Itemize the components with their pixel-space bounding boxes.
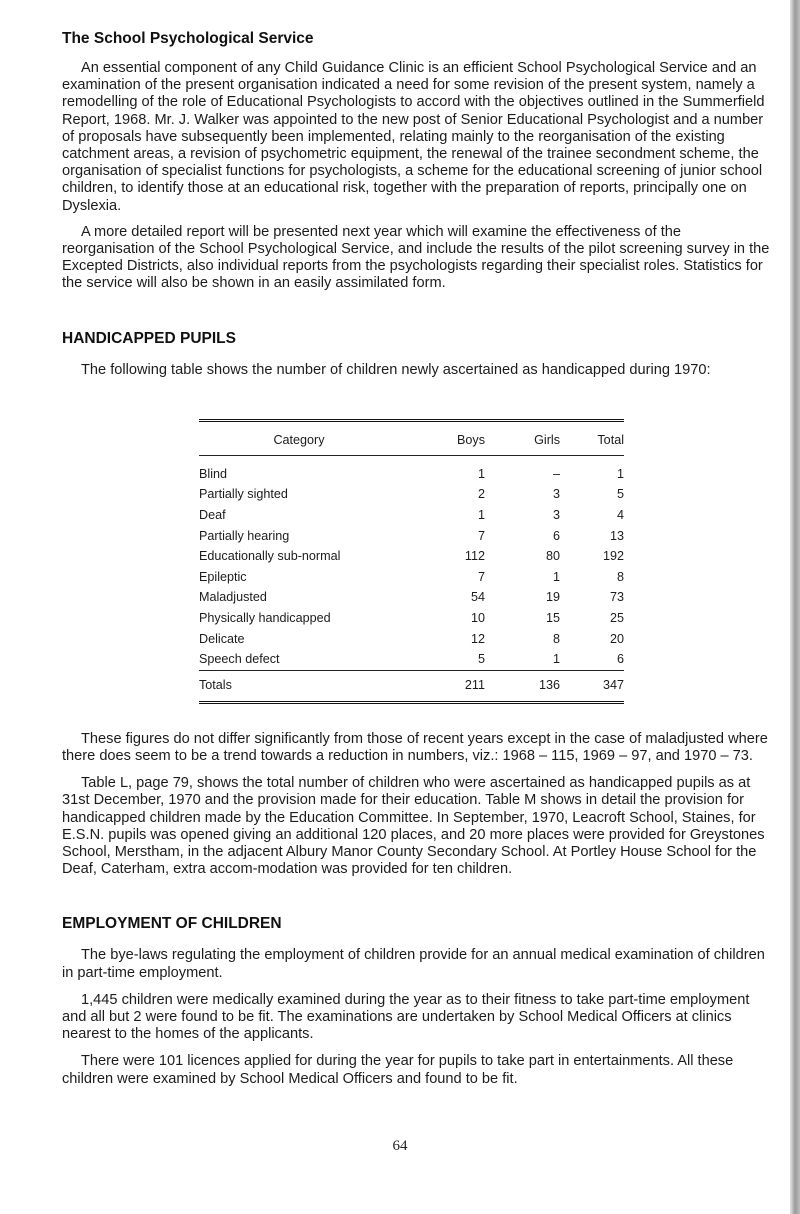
- table-row: [199, 567, 624, 588]
- cell-total: 1: [616, 466, 624, 481]
- cell-girls: 6: [552, 528, 560, 543]
- table-row: [199, 546, 624, 567]
- cell-girls: 1: [552, 569, 560, 584]
- cell-category: Physically handicapped: [199, 611, 331, 625]
- section-heading-employment-of-children: EMPLOYMENT OF CHILDREN: [62, 915, 282, 933]
- cell-category: Delicate: [199, 631, 245, 646]
- handicapped-table-wrapper: [199, 419, 624, 704]
- cell-boys: 112: [464, 549, 485, 564]
- totals-girls: 136: [538, 677, 560, 692]
- paragraph-employment-licences: There were 101 licences applied for during the year for pupils to take part in entertainments. All these children were examined by School Medical Officers and found to be fit.: [62, 1053, 734, 1087]
- cell-total: 192: [602, 549, 624, 564]
- page-edge-shadow: [790, 0, 800, 1214]
- cell-girls: 3: [552, 508, 560, 523]
- table-row: [199, 455, 624, 484]
- cell-total: 6: [616, 652, 624, 667]
- cell-girls: –: [552, 466, 560, 481]
- cell-boys: 7: [477, 528, 485, 543]
- table-row: [199, 587, 624, 608]
- cell-total: 13: [609, 528, 624, 543]
- cell-boys: 1: [477, 508, 485, 523]
- paragraph-employment-examinations: 1,445 children were medically examined during the year as to their fitness to take part-time employment and all but 2 were found to be fit. The examinations are undertaken by School Medical Officers at clinics nearest to the homes of the applicants.: [62, 991, 750, 1043]
- cell-total: 73: [609, 590, 624, 605]
- cell-category: Speech defect: [199, 652, 280, 667]
- section-heading-handicapped-pupils: HANDICAPPED PUPILS: [62, 329, 236, 347]
- cell-total: 20: [609, 631, 624, 646]
- cell-total: 4: [616, 508, 624, 523]
- cell-category: Epileptic: [199, 569, 247, 584]
- handicapped-table: [199, 419, 624, 704]
- table-totals-row: [199, 670, 624, 702]
- paragraph-psych-report: A more detailed report will be presented next year which will examine the effectiveness of the reorganisation of the School Psychological Service, and include the results of the pilot screening survey in the Excepted Districts, also individual reports from the psychologists regarding their specialist roles. Statistics for the service will also be shown in an easily assimilated form.: [62, 223, 770, 292]
- cell-boys: 54: [470, 590, 485, 605]
- cell-category: Maladjusted: [199, 590, 267, 605]
- cell-total: 8: [616, 569, 624, 584]
- paragraph-handicapped-intro: The following table shows the number of children newly ascertained as handicapped during 1970:: [81, 361, 711, 378]
- header-total: Total: [560, 420, 624, 455]
- cell-girls: 8: [552, 631, 560, 646]
- cell-category: Partially hearing: [199, 528, 290, 543]
- page-number: 64: [392, 1138, 408, 1154]
- table-row: [199, 526, 624, 547]
- header-boys: Boys: [399, 420, 485, 455]
- cell-boys: 7: [477, 569, 485, 584]
- cell-boys: 5: [477, 652, 485, 667]
- cell-boys: 2: [477, 487, 485, 502]
- cell-category: Blind: [199, 466, 228, 481]
- cell-boys: 10: [470, 611, 485, 625]
- cell-girls: 19: [545, 590, 560, 605]
- totals-total: 347: [602, 677, 624, 692]
- table-row: [199, 649, 624, 670]
- header-girls: Girls: [485, 420, 560, 455]
- totals-label: Totals: [199, 677, 232, 692]
- paragraph-table-l-provision: Table L, page 79, shows the total number of children who were ascertained as handicapped pupils as at 31st December, 1970 and the provision made for their education. Table M shows in detail the provision for handicapped children made by the Education Committee. In September, 1970, Leacroft School, Staines, for E.S.N. pupils was opened giving an additional 120 places, and 20 more places were provided for Greystones School, Merstham, in the adjacent Albury Manor County Secondary School. At Portley House School for the Deaf, Caterham, extra accom-modation was provided for ten children.: [62, 775, 765, 878]
- cell-boys: 1: [477, 466, 485, 481]
- cell-girls: 1: [552, 652, 560, 667]
- paragraph-employment-bye-laws: The bye-laws regulating the employment of children provide for an annual medical examination of children in part-time employment.: [62, 947, 765, 981]
- table-row: [199, 608, 624, 629]
- table-row: [199, 629, 624, 650]
- totals-boys: 211: [464, 677, 485, 692]
- header-category: Category: [199, 420, 399, 455]
- cell-boys: 12: [470, 631, 485, 646]
- cell-girls: 3: [552, 487, 560, 502]
- paragraph-figures-trend: These figures do not differ significantly from those of recent years except in the case of maladjusted where there does seem to be a trend towards a reduction in numbers, viz.: 1968 – 115, 1969 – 97, and 1970 – 73.: [62, 730, 768, 764]
- table-row: [199, 484, 624, 505]
- cell-girls: 15: [545, 611, 560, 625]
- section-heading-psychological-service: The School Psychological Service: [62, 30, 314, 47]
- cell-category: Educationally sub-normal: [199, 549, 341, 564]
- page-content: [62, 30, 774, 1088]
- cell-category: Partially sighted: [199, 487, 288, 502]
- cell-total: 5: [616, 487, 624, 502]
- cell-total: 25: [609, 611, 624, 625]
- cell-girls: 80: [545, 549, 560, 564]
- table-row: [199, 505, 624, 526]
- table-header-row: [199, 420, 624, 455]
- paragraph-psych-intro: An essential component of any Child Guidance Clinic is an efficient School Psychological Service and an examination of the present organisation indicated a need for some revision of the present system, namely a remodelling of the role of Educational Psychologists to accord with the objectives outlined in the Summerfield Report, 1968. Mr. J. Walker was appointed to the new post of Senior Educational Psychologist and a number of proposals have subsequently been implemented, relating mainly to the reorganisation of the existing catchment areas, a revision of psychometric equipment, the renewal of the trainee secondment scheme, the organisation of specialist functions for psychologists, a scheme for the educational screening of junior school children, to identify those at an educational risk, together with the preparation of reports, principally one on Dyslexia.: [62, 60, 765, 214]
- cell-category: Deaf: [199, 508, 226, 523]
